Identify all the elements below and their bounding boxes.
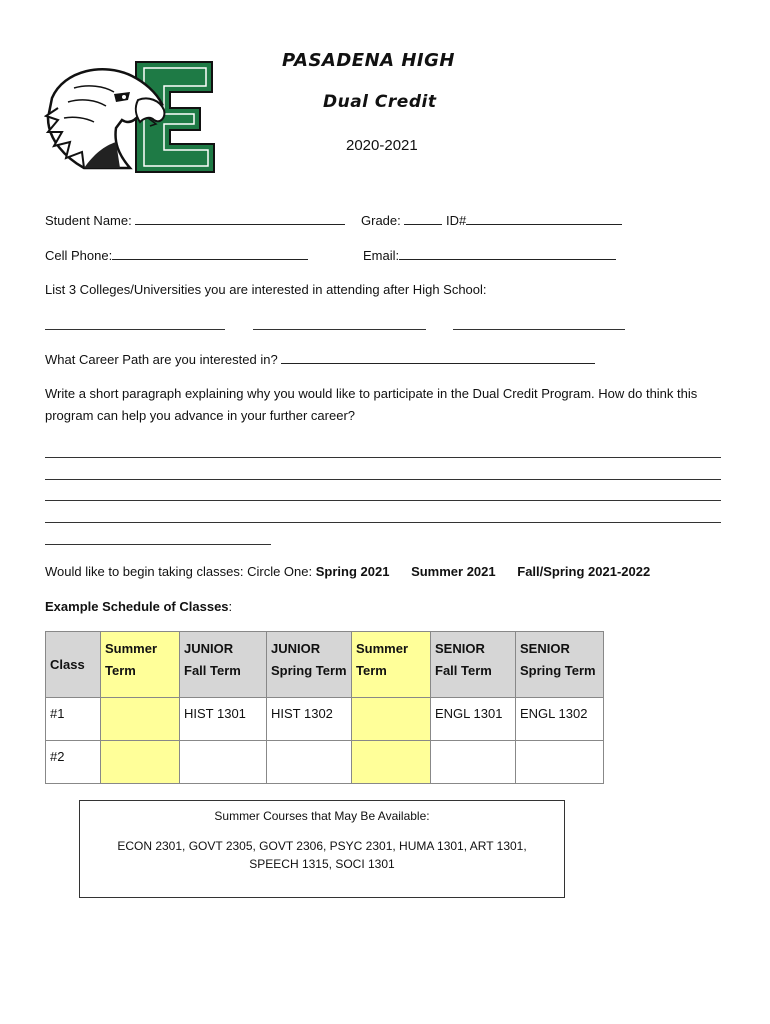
summer-courses-title: Summer Courses that May Be Available: (214, 809, 430, 823)
career-row (45, 351, 595, 367)
table-cell[interactable] (101, 741, 180, 784)
table-cell[interactable] (267, 741, 352, 784)
schedule-heading (45, 599, 232, 614)
begin-classes-prompt: Would like to begin taking classes: Circle One: (45, 564, 313, 579)
email-row (363, 247, 616, 263)
summer-courses-line-1: ECON 2301, GOVT 2305, GOVT 2306, PSYC 2301, HUMA 1301, ART 1301, (117, 839, 527, 853)
paragraph-line[interactable] (45, 522, 721, 523)
paragraph-prompt: Write a short paragraph explaining why you would like to participate in the Dual Credit Program. How do think this program can help you advance in your further career? (45, 386, 698, 423)
option-summer-2021[interactable]: Summer 2021 (411, 564, 496, 579)
colleges-prompt: List 3 Colleges/Universities you are interested in attending after High School: (45, 282, 487, 297)
option-spring-2021[interactable]: Spring 2021 (315, 564, 390, 579)
header-senior-spring: SENIOR Spring Term (516, 632, 604, 698)
cell-phone-label: Cell Phone: (45, 248, 113, 263)
program-title: Dual Credit (323, 92, 437, 112)
id-label: ID# (446, 213, 467, 228)
student-name-row (45, 212, 345, 228)
table-cell[interactable]: ENGL 1301 (431, 698, 516, 741)
grade-row (361, 212, 622, 228)
table-cell[interactable] (352, 698, 431, 741)
school-title: PASADENA HIGH (282, 50, 455, 71)
table-cell[interactable]: ENGL 1302 (516, 698, 604, 741)
option-fall-spring-2021-2022[interactable]: Fall/Spring 2021-2022 (517, 564, 651, 579)
grade-label: Grade: (361, 213, 401, 228)
college-field-2[interactable] (253, 329, 426, 330)
student-name-field[interactable] (135, 212, 345, 225)
paragraph-line[interactable] (45, 544, 271, 545)
table-cell[interactable] (352, 741, 431, 784)
header-senior-fall: SENIOR Fall Term (431, 632, 516, 698)
header-summer-term-1: Summer Term (101, 632, 180, 698)
table-row (46, 698, 604, 741)
table-cell[interactable]: HIST 1301 (180, 698, 267, 741)
table-cell[interactable]: HIST 1302 (267, 698, 352, 741)
email-field[interactable] (399, 247, 616, 260)
schedule-heading-text: Example Schedule of Classes (45, 599, 229, 614)
table-cell: #1 (46, 698, 101, 741)
email-label: Email: (363, 248, 400, 263)
header-summer-term-2: Summer Term (352, 632, 431, 698)
header-class: Class (46, 632, 101, 698)
school-year: 2020-2021 (346, 137, 418, 154)
table-row (46, 741, 604, 784)
career-field[interactable] (281, 351, 595, 364)
begin-classes-row (45, 564, 650, 579)
grade-field[interactable] (404, 212, 442, 225)
table-cell: #2 (46, 741, 101, 784)
schedule-header-row (46, 632, 604, 698)
cell-phone-row (45, 247, 308, 263)
paragraph-line[interactable] (45, 500, 721, 501)
table-cell[interactable] (431, 741, 516, 784)
career-prompt: What Career Path are you interested in? (45, 352, 278, 367)
header-junior-spring: JUNIOR Spring Term (267, 632, 352, 698)
cell-phone-field[interactable] (112, 247, 308, 260)
eagle-e-logo-icon (44, 58, 216, 176)
summer-courses-box (79, 800, 565, 898)
id-field[interactable] (466, 212, 622, 225)
college-field-1[interactable] (45, 329, 225, 330)
schedule-table (45, 631, 604, 784)
paragraph-line[interactable] (45, 457, 721, 458)
summer-courses-line-2: SPEECH 1315, SOCI 1301 (249, 857, 395, 871)
college-field-3[interactable] (453, 329, 625, 330)
paragraph-line[interactable] (45, 479, 721, 480)
student-name-label: Student Name: (45, 213, 132, 228)
schedule-heading-colon: : (228, 599, 233, 614)
table-cell[interactable] (516, 741, 604, 784)
table-cell[interactable] (101, 698, 180, 741)
table-cell[interactable] (180, 741, 267, 784)
header-junior-fall: JUNIOR Fall Term (180, 632, 267, 698)
